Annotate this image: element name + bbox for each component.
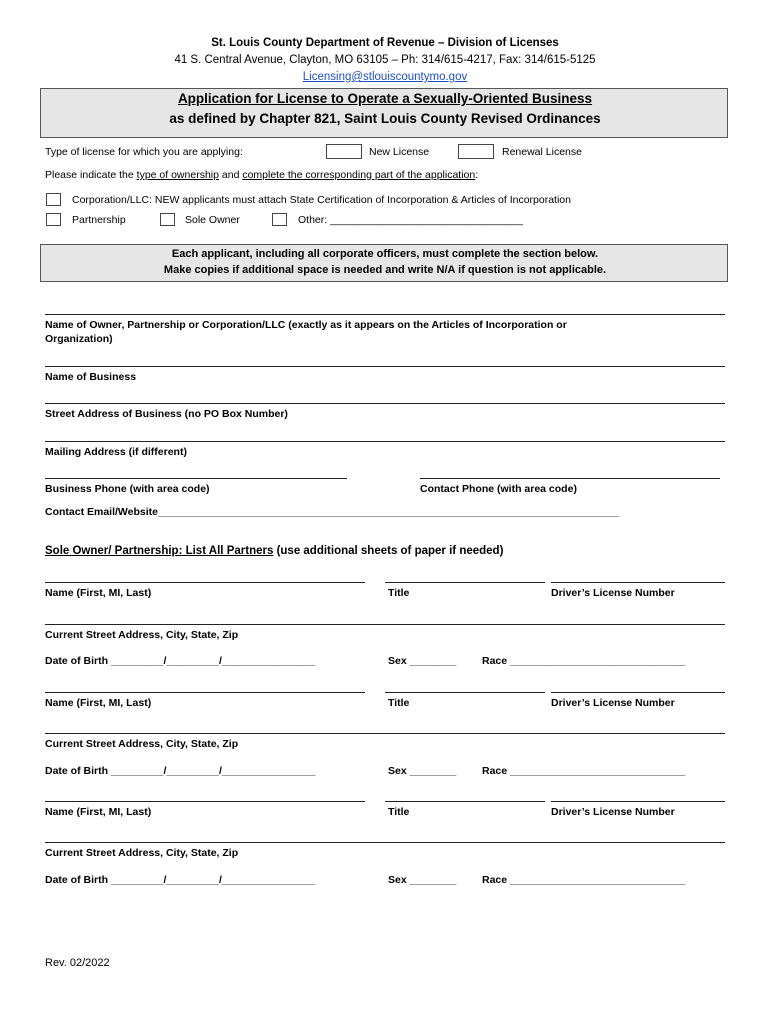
- business-phone-label: Business Phone (with area code): [45, 483, 210, 495]
- mailing-address-line[interactable]: [45, 441, 725, 442]
- partner1-sex-field[interactable]: Sex ________: [388, 655, 457, 667]
- business-phone-line[interactable]: [45, 478, 347, 479]
- partner1-name-label: Name (First, MI, Last): [45, 587, 152, 599]
- sole-owner-label: Sole Owner: [185, 214, 240, 226]
- partner3-address-label: Current Street Address, City, State, Zip: [45, 847, 239, 859]
- contact-email-field[interactable]: Contact Email/Website_______________________________________________________________________________: [45, 506, 620, 518]
- partner1-address-label: Current Street Address, City, State, Zip: [45, 629, 239, 641]
- ownership-prompt-mid: and: [218, 169, 243, 181]
- partner3-name-label: Name (First, MI, Last): [45, 806, 152, 818]
- partner3-dl-line[interactable]: [551, 801, 725, 802]
- department-address: 41 S. Central Avenue, Clayton, MO 63105 – Ph: 314/615-4217, Fax: 314/615-5125: [174, 54, 596, 66]
- form-title: Application for License to Operate a Sexually-Oriented Business: [177, 91, 593, 106]
- partner1-dl-line[interactable]: [551, 582, 725, 583]
- other-label[interactable]: Other: _________________________________: [298, 214, 523, 226]
- ownership-prompt-type: type of ownership: [136, 169, 219, 181]
- partner3-dob-field[interactable]: Date of Birth _________/_________/________________: [45, 874, 316, 886]
- partner3-sex-field[interactable]: Sex ________: [388, 874, 457, 886]
- partner2-name-line[interactable]: [45, 692, 365, 693]
- instructions-line1: Each applicant, including all corporate officers, must complete the section below.: [171, 248, 599, 260]
- license-type-prompt: Type of license for which you are applying:: [45, 146, 243, 158]
- partner2-dl-label: Driver’s License Number: [551, 697, 675, 709]
- partner2-sex-field[interactable]: Sex ________: [388, 765, 457, 777]
- partner1-race-field[interactable]: Race ______________________________: [482, 655, 686, 667]
- owner-name-label: Name of Owner, Partnership or Corporation/LLC (exactly as it appears on the Articles of Incorporation or: [45, 319, 567, 331]
- partner2-address-line[interactable]: [45, 733, 725, 734]
- sole-owner-checkbox[interactable]: [160, 213, 175, 226]
- partner2-dl-line[interactable]: [551, 692, 725, 693]
- form-subtitle: as defined by Chapter 821, Saint Louis County Revised Ordinances: [169, 111, 601, 126]
- revision-date: Rev. 02/2022: [45, 957, 110, 969]
- other-checkbox[interactable]: [272, 213, 287, 226]
- partner1-dob-field[interactable]: Date of Birth _________/_________/________________: [45, 655, 316, 667]
- ownership-prompt-complete: complete the corresponding part of the application: [242, 169, 476, 181]
- renewal-license-label: Renewal License: [502, 146, 582, 158]
- partnership-label: Partnership: [72, 214, 126, 226]
- partner1-title-label: Title: [388, 587, 410, 599]
- partner3-title-label: Title: [388, 806, 410, 818]
- new-license-checkbox[interactable]: [326, 144, 362, 159]
- new-license-label: New License: [369, 146, 430, 158]
- partner3-address-line[interactable]: [45, 842, 725, 843]
- partner3-dl-label: Driver’s License Number: [551, 806, 675, 818]
- department-email-link[interactable]: Licensing@stlouiscountymo.gov: [302, 71, 468, 83]
- corporation-label: Corporation/LLC: NEW applicants must attach State Certification of Incorporation & Articles of Incorporation: [72, 194, 571, 206]
- partner1-address-line[interactable]: [45, 624, 725, 625]
- partners-heading-note: (use additional sheets of paper if needed): [276, 545, 504, 557]
- partner1-dl-label: Driver’s License Number: [551, 587, 675, 599]
- partner2-race-field[interactable]: Race ______________________________: [482, 765, 686, 777]
- ownership-prompt-start: Please indicate the: [45, 169, 137, 181]
- partner3-name-line[interactable]: [45, 801, 365, 802]
- partner2-title-label: Title: [388, 697, 410, 709]
- renewal-license-checkbox[interactable]: [458, 144, 494, 159]
- owner-name-line[interactable]: [45, 314, 725, 315]
- mailing-address-label: Mailing Address (if different): [45, 446, 187, 458]
- street-address-label: Street Address of Business (no PO Box Number): [45, 408, 288, 420]
- partner3-title-line[interactable]: [385, 801, 545, 802]
- owner-name-label-cont: Organization): [45, 333, 113, 345]
- ownership-prompt: [45, 169, 478, 181]
- instructions-line2: Make copies if additional space is needed and write N/A if question is not applicable.: [163, 264, 607, 276]
- partner1-title-line[interactable]: [385, 582, 545, 583]
- ownership-prompt-end: :: [475, 169, 479, 181]
- partner3-race-field[interactable]: Race ______________________________: [482, 874, 686, 886]
- partner2-title-line[interactable]: [385, 692, 545, 693]
- corporation-checkbox[interactable]: [46, 193, 61, 206]
- partner1-name-line[interactable]: [45, 582, 365, 583]
- department-heading: St. Louis County Department of Revenue – Division of Licenses: [211, 37, 559, 49]
- business-name-label: Name of Business: [45, 371, 137, 383]
- partner2-dob-field[interactable]: Date of Birth _________/_________/________________: [45, 765, 316, 777]
- partner2-name-label: Name (First, MI, Last): [45, 697, 152, 709]
- business-name-line[interactable]: [45, 366, 725, 367]
- partnership-checkbox[interactable]: [46, 213, 61, 226]
- partner2-address-label: Current Street Address, City, State, Zip: [45, 738, 239, 750]
- partners-heading: [45, 545, 503, 557]
- contact-phone-label: Contact Phone (with area code): [420, 483, 577, 495]
- partners-heading-main: Sole Owner/ Partnership: List All Partners: [45, 545, 274, 557]
- contact-phone-line[interactable]: [420, 478, 720, 479]
- street-address-line[interactable]: [45, 403, 725, 404]
